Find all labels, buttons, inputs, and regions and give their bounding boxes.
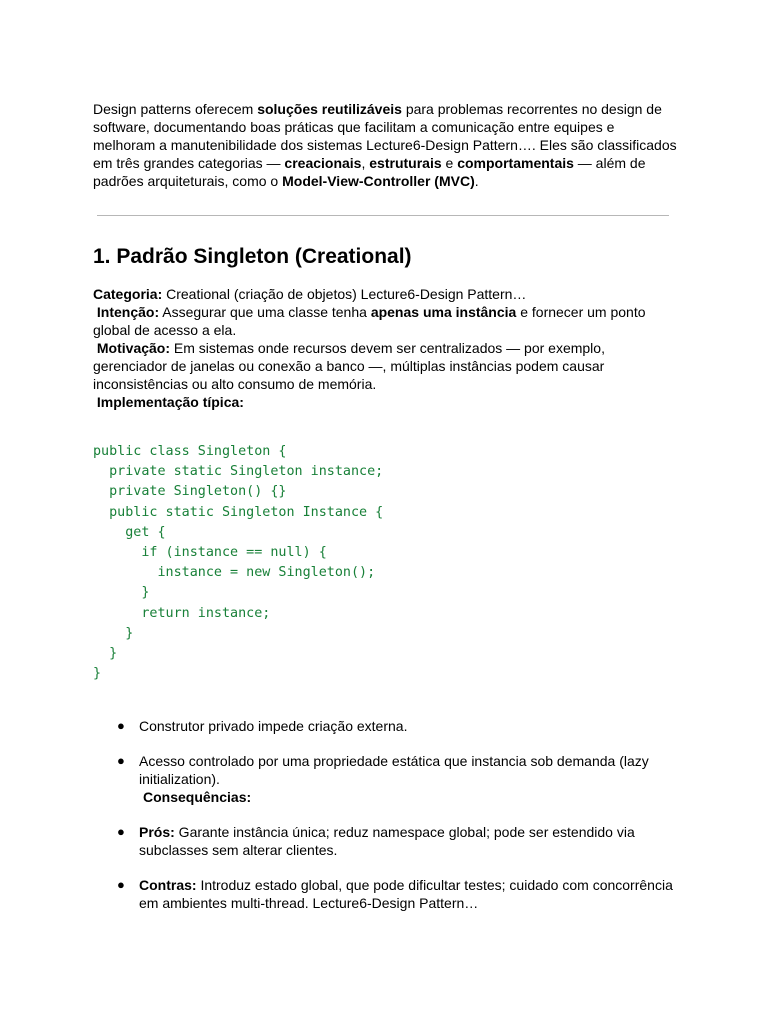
- code-line: return instance;: [93, 605, 271, 621]
- intro-text: — além de padrões arquiteturais, como o: [93, 155, 646, 189]
- code-line: private static Singleton instance;: [93, 464, 384, 480]
- bullet-text: Acesso controlado por uma propriedade estática que instancia sob demanda (lazy initialization).: [139, 753, 649, 787]
- bullet-list: [93, 717, 673, 912]
- pros-label: Prós:: [139, 824, 175, 840]
- intro-text: .: [474, 173, 479, 189]
- section-heading: 1. Padrão Singleton (Creational): [93, 245, 412, 268]
- intro-bold-comportamentais: comportamentais: [457, 155, 574, 171]
- code-line: public static Singleton Instance {: [93, 504, 384, 520]
- intro-bold-solucoes: soluções reutilizáveis: [257, 101, 402, 117]
- intencao-label: Intenção:: [96, 304, 160, 320]
- list-item: [93, 752, 673, 806]
- intencao-bold: apenas uma instância: [370, 304, 517, 320]
- list-item: [93, 876, 673, 912]
- section-meta: [93, 285, 673, 411]
- implementacao-line: [93, 393, 673, 411]
- pros-text: Garante instância única; reduz namespace global; pode ser estendido via subclasses sem alterar clientes.: [139, 824, 635, 858]
- motivacao-text: Em sistemas onde recursos devem ser centralizados — por exemplo, gerenciador de janelas ou conexão a banco —, múltiplas instâncias podem causar inconsistências ou alto consumo de memória.: [93, 340, 605, 392]
- list-item: [93, 823, 673, 859]
- code-line: }: [93, 646, 118, 662]
- categoria-label: Categoria:: [93, 286, 163, 302]
- code-line: instance = new Singleton();: [93, 565, 376, 581]
- categoria-text: Creational (criação de objetos) Lecture6-Design Pattern…: [162, 286, 527, 302]
- code-line: private Singleton() {}: [93, 484, 287, 500]
- bullet-text: Construtor privado impede criação externa.: [139, 718, 408, 734]
- code-line: get {: [93, 524, 166, 540]
- bullet-icon: ●: [117, 718, 125, 733]
- intro-text: ,: [361, 155, 370, 171]
- code-line: public class Singleton {: [93, 444, 287, 459]
- code-line: }: [93, 585, 150, 601]
- bullet-icon: ●: [117, 824, 125, 839]
- horizontal-divider: [97, 215, 669, 216]
- implementacao-label: Implementação típica:: [96, 394, 244, 410]
- contras-text: Introduz estado global, que pode dificultar testes; cuidado com concorrência em ambientes multi-thread. Lecture6-Design Pattern…: [139, 877, 673, 911]
- contras-label: Contras:: [139, 877, 197, 893]
- intro-paragraph: [93, 100, 678, 190]
- motivacao-line: [93, 339, 673, 393]
- intro-text: e: [441, 155, 458, 171]
- code-block: [93, 442, 383, 684]
- intro-bold-mvc: Model‑View‑Controller (MVC): [282, 173, 475, 189]
- intencao-line: [93, 303, 673, 339]
- code-line: }: [93, 625, 134, 641]
- list-item: [93, 717, 673, 735]
- intencao-text: Assegurar que uma classe tenha: [159, 304, 371, 320]
- intencao-text: e fornecer um ponto global de acesso a ela.: [93, 304, 646, 338]
- intro-bold-creacionais: creacionais: [284, 155, 362, 171]
- intro-text: Design patterns oferecem: [93, 101, 258, 117]
- code-line: if (instance == null) {: [93, 545, 327, 561]
- categoria-line: [93, 285, 673, 303]
- intro-bold-estruturais: estruturais: [369, 155, 442, 171]
- bullet-icon: ●: [117, 877, 125, 892]
- bullet-icon: ●: [117, 753, 125, 768]
- motivacao-label: Motivação:: [96, 340, 171, 356]
- code-line: }: [93, 666, 102, 682]
- consequencias-label: Consequências:: [143, 789, 252, 805]
- intro-text: para problemas recorrentes no design de software, documentando boas práticas que facilitam a comunicação entre equipes e melhoram a manutenibilidade dos sistemas Lecture6-Design Pattern…. Eles são classificados em três grandes categorias —: [93, 101, 677, 171]
